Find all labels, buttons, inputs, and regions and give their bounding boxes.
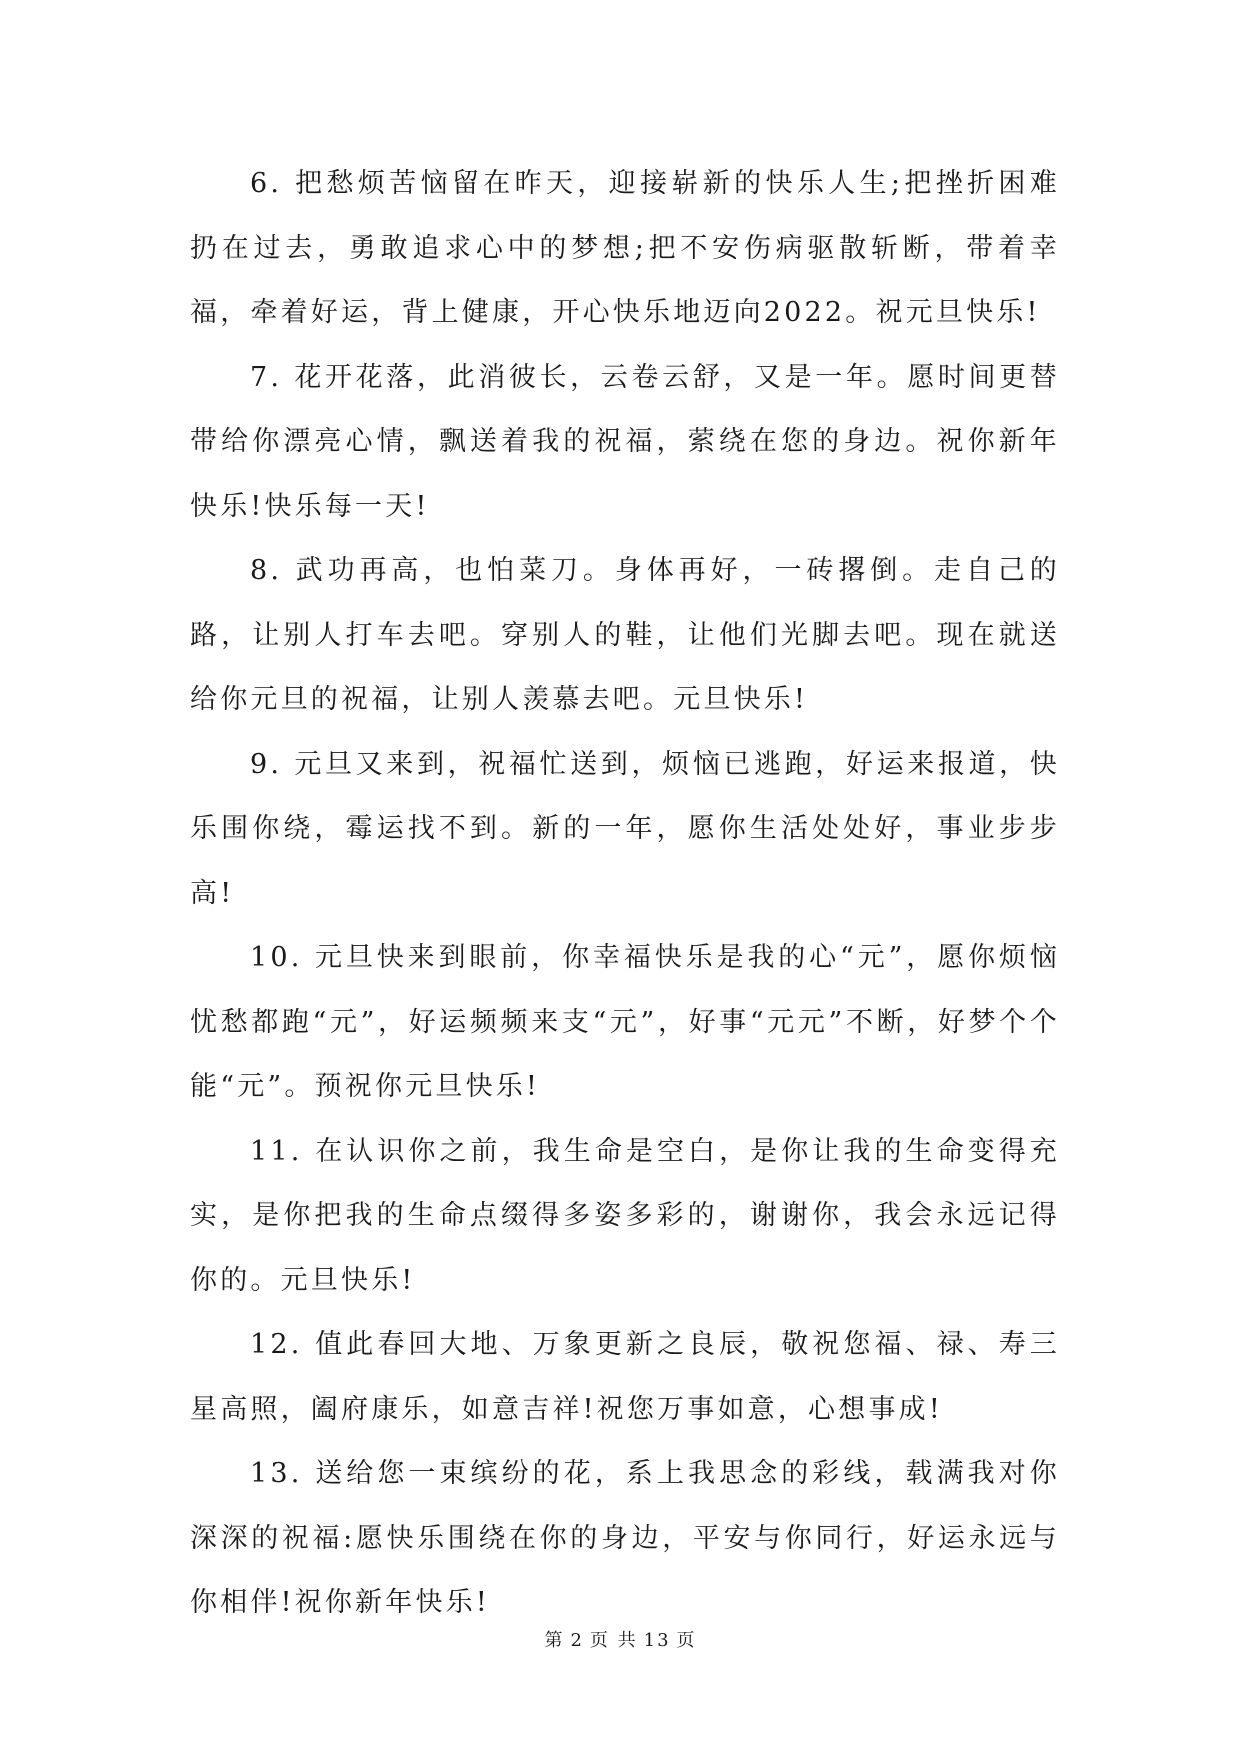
footer-middle: 页 共	[589, 1630, 638, 1651]
footer-total-pages: 13	[643, 1630, 671, 1651]
page-footer	[0, 1626, 1241, 1652]
paragraph-11: 11. 在认识你之前，我生命是空白，是你让我的生命变得充实，是你把我的生命点缀得多姿多彩的，谢谢你，我会永远记得你的。元旦快乐!	[190, 1135, 1060, 1296]
paragraph-10: 10. 元旦快来到眼前，你幸福快乐是我的心“元”，愿你烦恼忧愁都跑“元”，好运频频来支“元”，好事“元元”不断，好梦个个能“元”。预祝你元旦快乐!	[190, 942, 1060, 1102]
paragraph-13: 13. 送给您一束缤纷的花，系上我思念的彩线，载满我对你深深的祝福:愿快乐围绕在你的身边，平安与你同行，好运永远与你相伴!祝你新年快乐!	[190, 1458, 1060, 1618]
document-body	[190, 152, 1060, 1636]
footer-prefix: 第	[544, 1630, 565, 1651]
footer-current-page: 2	[570, 1630, 584, 1651]
paragraph-12: 12. 值此春回大地、万象更新之良辰，敬祝您福、禄、寿三星高照，阖府康乐，如意吉祥!祝您万事如意，心想事成!	[190, 1329, 1060, 1425]
paragraph-9: 9. 元旦又来到，祝福忙送到，烦恼已逃跑，好运来报道，快乐围你绕，霉运找不到。新的一年，愿你生活处处好，事业步步高!	[190, 748, 1060, 909]
paragraph-7: 7. 花开花落，此消彼长，云卷云舒，又是一年。愿时间更替带给你漂亮心情，飘送着我的祝福，萦绕在您的身边。祝你新年快乐!快乐每一天!	[190, 361, 1060, 522]
footer-suffix: 页	[676, 1630, 697, 1651]
paragraph-6: 6. 把愁烦苦恼留在昨天，迎接崭新的快乐人生;把挫折困难扔在过去，勇敢追求心中的梦想;把不安伤病驱散斩断，带着幸福，牵着好运，背上健康，开心快乐地迈向2022。祝元旦快乐!	[190, 168, 1060, 328]
paragraph-8: 8. 武功再高，也怕菜刀。身体再好，一砖撂倒。走自己的路，让别人打车去吧。穿别人的鞋，让他们光脚去吧。现在就送给你元旦的祝福，让别人羡慕去吧。元旦快乐!	[190, 555, 1060, 715]
